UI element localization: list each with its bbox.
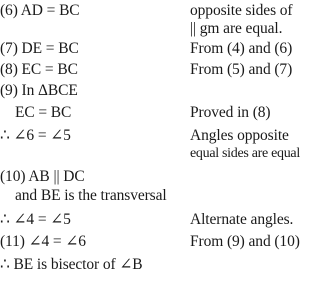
statement-10: (10) AB || DC bbox=[0, 168, 85, 185]
statement-conclusion: ∴ BE is bisector of ∠B bbox=[0, 256, 143, 273]
reason-8: From (5) and (7) bbox=[190, 61, 293, 78]
statement-9-ec: EC = BC bbox=[15, 104, 72, 121]
reason-10-alternate: Alternate angles. bbox=[190, 211, 294, 228]
reason-9-ec: Proved in (8) bbox=[190, 104, 271, 121]
reason-9-angles-cont: equal sides are equal bbox=[190, 146, 300, 161]
statement-9: (9) In ΔBCE bbox=[0, 82, 78, 99]
statement-7: (7) DE = BC bbox=[0, 40, 79, 57]
statement-9-angles: ∴ ∠6 = ∠5 bbox=[0, 127, 71, 144]
reason-11: From (9) and (10) bbox=[190, 233, 300, 250]
reason-6-cont: || gm are equal. bbox=[190, 20, 283, 37]
statement-6: (6) AD = BC bbox=[0, 2, 80, 19]
reason-7: From (4) and (6) bbox=[190, 40, 293, 57]
statement-10-transversal: and BE is the transversal bbox=[15, 187, 167, 204]
reason-9-angles: Angles opposite bbox=[190, 127, 289, 144]
reason-6: opposite sides of bbox=[190, 2, 293, 19]
statement-11: (11) ∠4 = ∠6 bbox=[0, 233, 86, 250]
statement-8: (8) EC = BC bbox=[0, 61, 78, 78]
statement-10-alternate: ∴ ∠4 = ∠5 bbox=[0, 211, 71, 228]
